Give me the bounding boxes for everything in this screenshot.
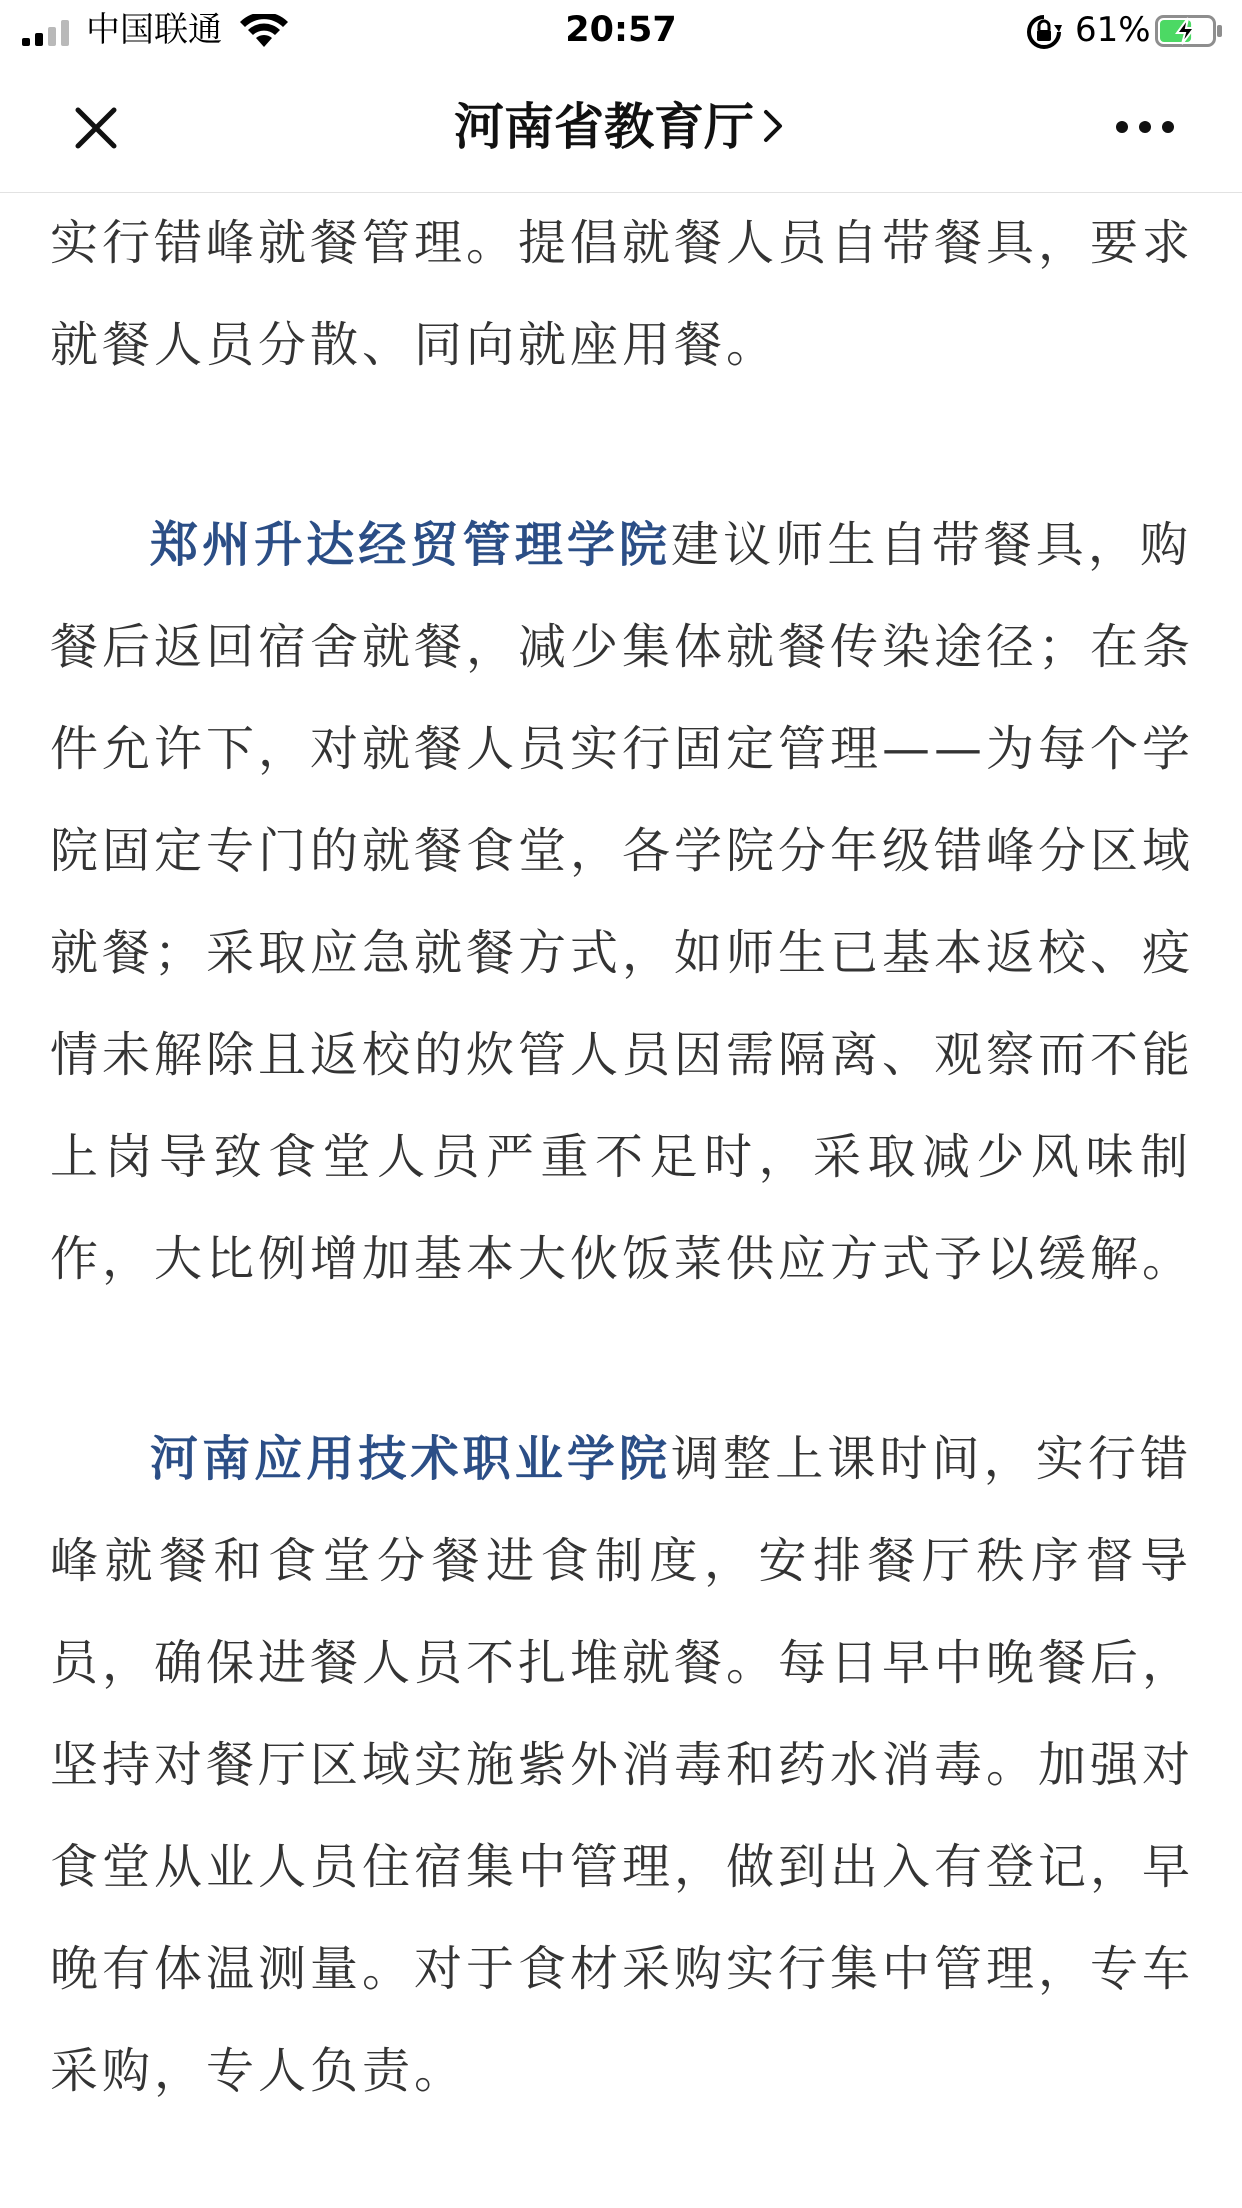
text-line: 员，确保进餐人员不扎堆就餐。每日早中晚餐后， [50, 1635, 1195, 1691]
text-line: 院固定专门的就餐食堂，各学院分年级错峰分区域 [50, 823, 1195, 879]
text-run: 建议师生自带餐具，购 [671, 517, 1192, 573]
text-line-first [50, 494, 1192, 596]
text-line: 情未解除且返校的炊管人员因需隔离、观察而不能 [50, 1027, 1195, 1083]
school-name-highlight: 郑州升达经贸管理学院 [150, 517, 672, 573]
text-line: 就餐；采取应急就餐方式，如师生已基本返校、疫 [50, 925, 1195, 981]
battery-charging-icon [1155, 15, 1223, 47]
paragraph-3 [50, 1408, 1195, 2122]
text-line: 上岗导致食堂人员严重不足时，采取减少风味制 [50, 1129, 1192, 1185]
clock: 20:57 [565, 10, 677, 50]
nav-bar [0, 62, 1242, 193]
text-line: 峰就餐和食堂分餐进食制度，安排餐厅秩序督导 [50, 1533, 1192, 1589]
text-line: 作，大比例增加基本大伙饭菜供应方式予以缓解。 [50, 1231, 1195, 1287]
text-line: 坚持对餐厅区域实施紫外消毒和药水消毒。加强对 [50, 1737, 1195, 1793]
text-line: 实行错峰就餐管理。提倡就餐人员自带餐具，要求 [50, 215, 1195, 271]
text-line-first [50, 1408, 1192, 1510]
text-line: 餐后返回宿舍就餐，减少集体就餐传染途径；在条 [50, 619, 1195, 675]
text-line: 食堂从业人员住宿集中管理，做到出入有登记，早 [50, 1839, 1195, 1895]
account-title-link[interactable] [0, 95, 1242, 159]
article-body [50, 192, 1195, 2122]
text-line: 晚有体温测量。对于食材采购实行集中管理，专车 [50, 1941, 1195, 1997]
text-line: 件允许下，对就餐人员实行固定管理——为每个学 [50, 721, 1195, 777]
paragraph-2 [50, 494, 1195, 1310]
chevron-right-icon [760, 104, 788, 148]
more-icon [1110, 107, 1180, 147]
status-bar [0, 0, 1242, 62]
carrier-name: 中国联通 [86, 10, 222, 50]
text-run: 调整上课时间，实行错 [671, 1431, 1192, 1487]
more-button[interactable] [1110, 107, 1180, 147]
paragraph-1 [50, 192, 1195, 396]
text-line: 就餐人员分散、同向就座用餐。 [50, 317, 779, 373]
page-title: 河南省教育厅 [454, 98, 754, 156]
text-line: 采购，专人负责。 [50, 2043, 467, 2099]
battery-percent: 61% [1075, 10, 1151, 50]
school-name-highlight: 河南应用技术职业学院 [150, 1431, 672, 1487]
orientation-lock-icon [1024, 13, 1064, 51]
